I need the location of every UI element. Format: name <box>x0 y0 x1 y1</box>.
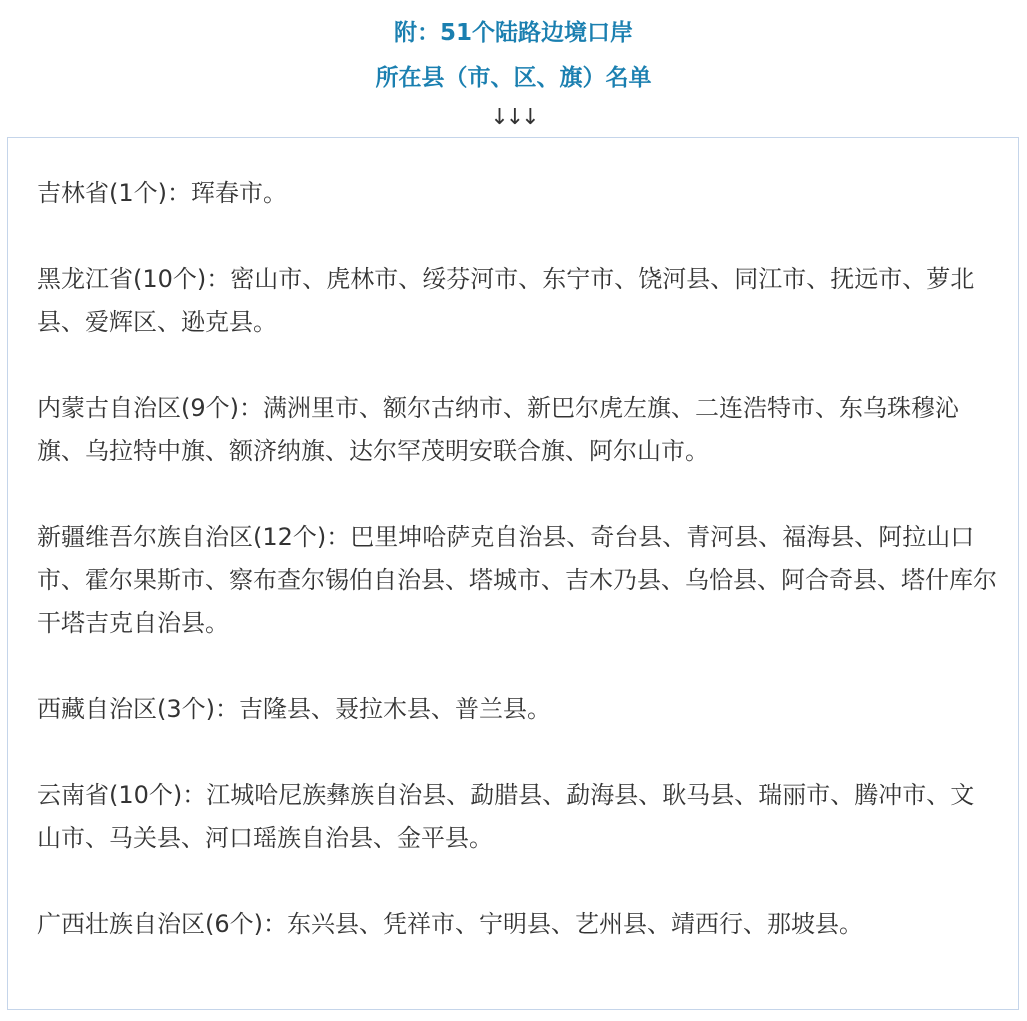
entry-list <box>37 172 997 946</box>
entry-heilongjiang: 黑龙江省(10个)：密山市、虎林市、绥芬河市、东宁市、饶河县、同江市、抚远市、萝北县、爱辉区、逊克县。 <box>37 265 975 336</box>
entry-xizang: 西藏自治区(3个)：吉隆县、聂拉木县、普兰县。 <box>37 695 551 723</box>
entry-yunnan: 云南省(10个)：江城哈尼族彝族自治县、勐腊县、勐海县、耿马县、瑞丽市、腾冲市、文山市、马关县、河口瑶族自治县、金平县。 <box>37 781 975 852</box>
title-line-1: 附：51个陆路边境口岸 <box>393 20 633 46</box>
entry-xinjiang: 新疆维吾尔族自治区(12个)：巴里坤哈萨克自治县、奇台县、青河县、福海县、阿拉山口市、霍尔果斯市、察布查尔锡伯自治县、塔城市、吉木乃县、乌恰县、阿合奇县、塔什库尔干塔吉克自治县。 <box>37 523 997 637</box>
entry-guangxi: 广西壮族自治区(6个)：东兴县、凭祥市、宁明县、艺州县、靖西行、那坡县。 <box>37 910 863 938</box>
down-arrows-icon: ↓↓↓ <box>490 105 537 130</box>
entry-neimenggu: 内蒙古自治区(9个)：满洲里市、额尔古纳市、新巴尔虎左旗、二连浩特市、东乌珠穆沁旗、乌拉特中旗、额济纳旗、达尔罕茂明安联合旗、阿尔山市。 <box>37 394 959 465</box>
title-line-2: 所在县（市、区、旗）名单 <box>375 65 652 91</box>
entry-jilin: 吉林省(1个)：珲春市。 <box>37 179 287 207</box>
